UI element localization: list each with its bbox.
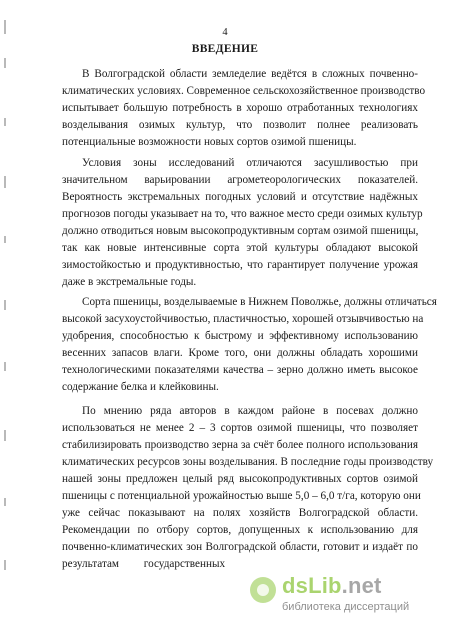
watermark-subtitle: библиотека диссертаций: [282, 601, 410, 613]
text-line: стабилизировать производство зерна за счёт более полного использования: [62, 439, 418, 451]
text-line: уже сейчас показывают на полях хозяйств Волгоградской области.: [62, 507, 418, 519]
text-line: климатических условиях. Современное сельскохозяйственное производство: [62, 85, 426, 97]
text-line: Сорта пшеницы, возделываемые в Нижнем Поволжье, должны отличаться: [82, 296, 437, 308]
text-line: Вероятность экстремальных погодных условий и отсутствие надёжных: [62, 191, 418, 203]
text-line: потенциальные возможности новых сортов озимой пшеницы.: [62, 136, 357, 148]
text-line: значительном варьировании агрометеорологических показателей.: [62, 174, 418, 186]
text-line: По мнению ряда авторов в каждом районе в посевах должно: [82, 405, 418, 417]
text-line: зимостойкостью и продуктивностью, что гарантирует получение урожая: [62, 259, 418, 271]
text-line: высокой засухоустойчивостью, пластичностью, хорошей отзывчивостью на: [62, 313, 424, 325]
text-line: технологическими показателями качества – зерно должно иметь высокое: [62, 364, 418, 376]
text-line: прогнозов погоды указывает на то, что важное место среди озимых культур: [62, 208, 423, 220]
text-line: должно отводиться новым высокопродуктивным сортам озимой пшеницы,: [62, 225, 419, 237]
text-line: Рекомендации по отбору сортов, допущенных к использованию для: [62, 524, 418, 536]
text-line: почвенно-климатических зон Волгоградской области, готовит и издаёт по: [62, 541, 418, 553]
text-line: использоваться не менее 2 – 3 сортов озимой пшеницы, что позволяет: [62, 422, 418, 434]
text-line: возделывания озимых культур, что позволит полнее реализовать: [62, 119, 418, 131]
page-number: 4: [222, 27, 228, 38]
dslib-logo-icon: [248, 575, 278, 605]
text-line: содержание белка и клейковины.: [62, 381, 219, 393]
text-line: испытывает большую потребность в хорошо отработанных технологиях: [62, 102, 418, 114]
text-line: климатических ресурсов зоны возделывания. В последние годы производству: [62, 456, 434, 468]
text-line: пшеницы с потенциальной урожайностью выше 5,0 – 6,0 т/га, которую они: [62, 490, 421, 502]
text-line: даже в экстремальные годы.: [62, 276, 197, 288]
text-line: результатам государственных: [62, 558, 226, 570]
text-line: так как новые интенсивные сорта этой культуры обладают высокой: [62, 242, 418, 254]
text-line: Условия зоны исследований отличаются засушливостью при: [82, 157, 418, 169]
scan-edge-marks: [4, 0, 10, 622]
text-line: весенних запасов влаги. Кроме того, они должны обладать хорошими: [62, 347, 418, 359]
watermark-brand: dsLib.net: [282, 573, 382, 598]
text-line: В Волгоградской области земледелие ведётся в сложных почвенно-: [82, 68, 418, 80]
text-line: удобрения, способностью к быстрому и эффективному использованию: [62, 330, 418, 342]
text-line: нашей зоны предложен целый ряд высокопродуктивных сортов озимой: [62, 473, 418, 485]
dslib-watermark: [248, 573, 438, 617]
page-title: ВВЕДЕНИЕ: [191, 43, 259, 55]
